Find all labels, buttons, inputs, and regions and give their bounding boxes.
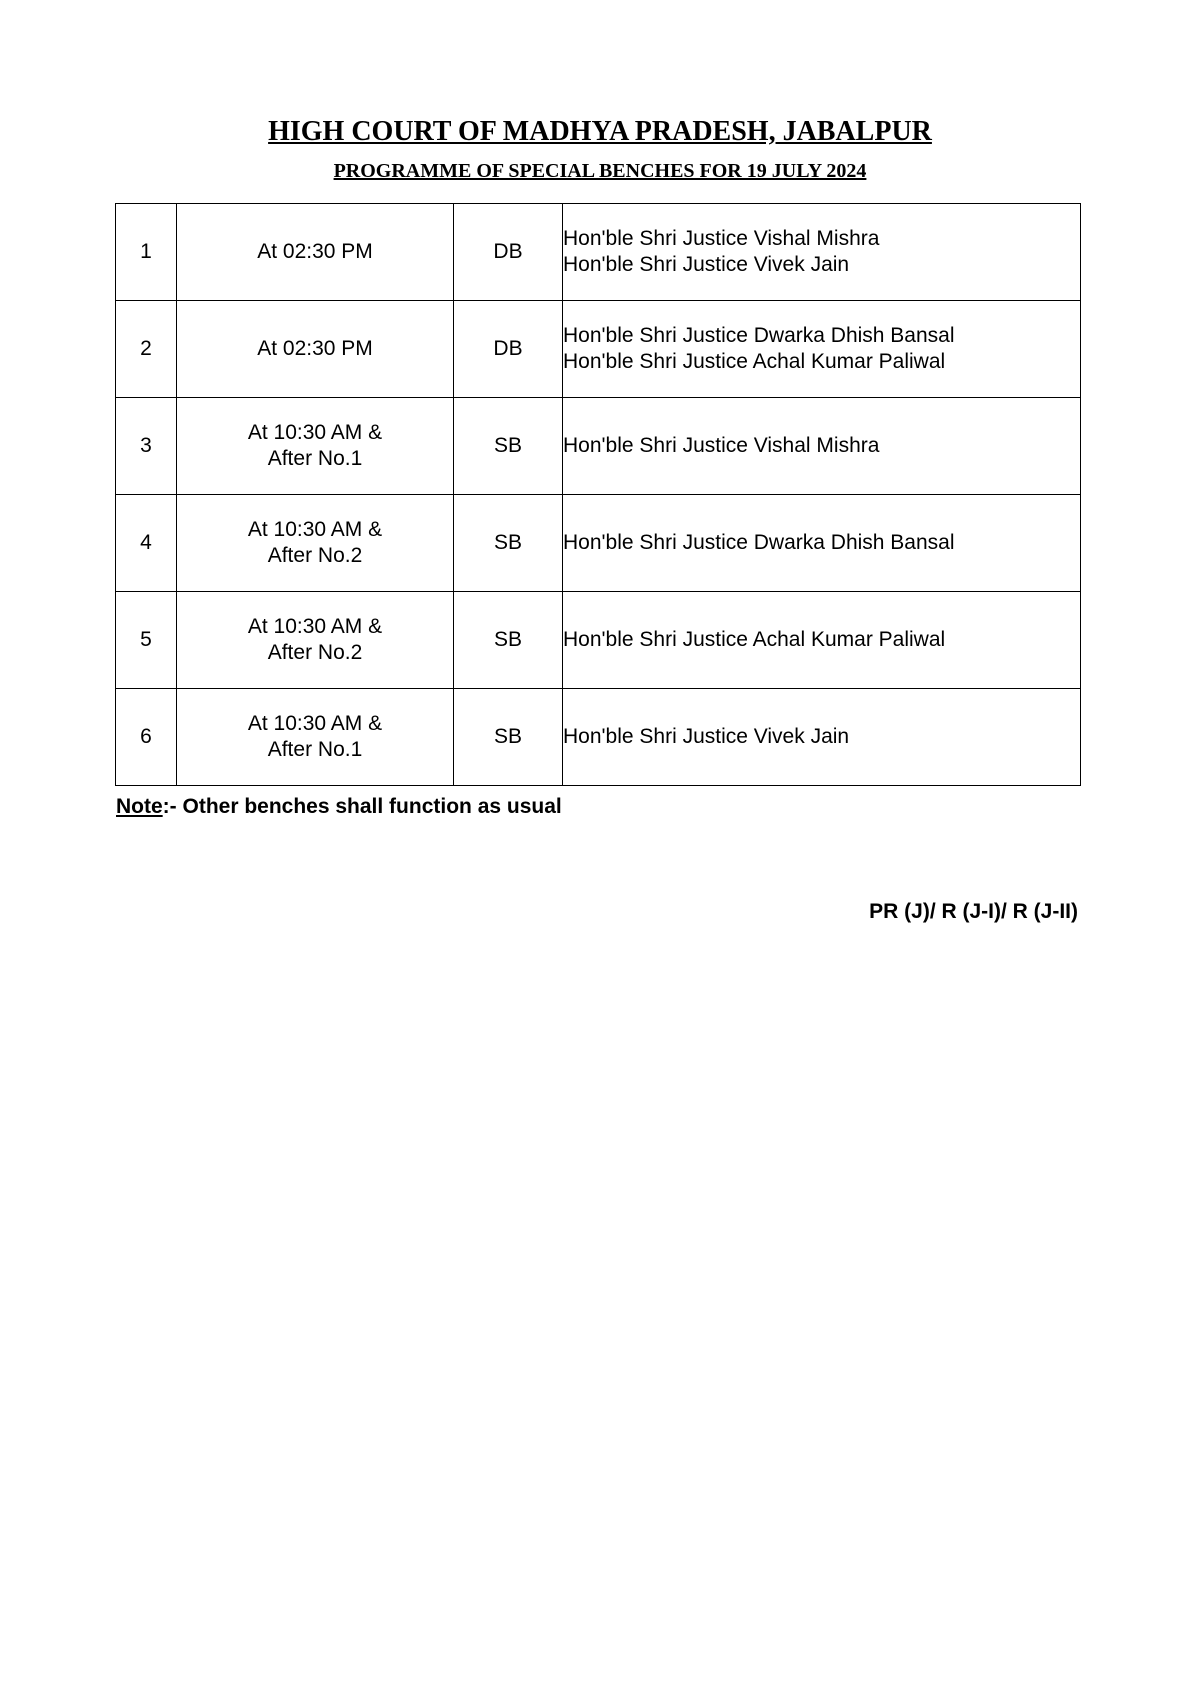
- bench-judges: [563, 301, 1081, 398]
- bench-time: [177, 495, 454, 592]
- bench-time-line: After No.1: [267, 738, 363, 761]
- bench-judges: [563, 689, 1081, 786]
- judge-name: Hon'ble Shri Justice Dwarka Dhish Bansal: [563, 324, 955, 347]
- bench-time: [177, 398, 454, 495]
- bench-time-line: After No.2: [267, 641, 363, 664]
- bench-type: SB: [454, 689, 563, 786]
- document-title: HIGH COURT OF MADHYA PRADESH, JABALPUR: [268, 116, 932, 147]
- judge-name: Hon'ble Shri Justice Dwarka Dhish Bansal: [563, 531, 955, 554]
- benches-table: [115, 203, 1081, 786]
- table-row: [116, 301, 1081, 398]
- bench-number: 3: [116, 398, 177, 495]
- bench-number: 6: [116, 689, 177, 786]
- note-label: Note: [116, 795, 163, 818]
- bench-number: 2: [116, 301, 177, 398]
- table-row: [116, 204, 1081, 301]
- bench-type: SB: [454, 398, 563, 495]
- bench-time-line: At 02:30 PM: [257, 337, 373, 360]
- judge-name: Hon'ble Shri Justice Vishal Mishra: [563, 227, 880, 250]
- bench-time-line: After No.1: [267, 447, 363, 470]
- table-row: [116, 495, 1081, 592]
- bench-judges: [563, 495, 1081, 592]
- table-row: [116, 689, 1081, 786]
- bench-time: [177, 592, 454, 689]
- bench-judges: [563, 398, 1081, 495]
- bench-time: [177, 204, 454, 301]
- bench-number: 5: [116, 592, 177, 689]
- bench-time-line: At 10:30 AM &: [247, 712, 383, 735]
- bench-type: DB: [454, 204, 563, 301]
- bench-number: 1: [116, 204, 177, 301]
- bench-number: 4: [116, 495, 177, 592]
- judge-name: Hon'ble Shri Justice Achal Kumar Paliwal: [563, 628, 946, 651]
- judge-name: Hon'ble Shri Justice Vishal Mishra: [563, 434, 880, 457]
- bench-time-line: After No.2: [267, 544, 363, 567]
- table-row: [116, 398, 1081, 495]
- judge-name: Hon'ble Shri Justice Vivek Jain: [563, 725, 850, 748]
- table-row: [116, 592, 1081, 689]
- document-subtitle: PROGRAMME OF SPECIAL BENCHES FOR 19 JULY 2024: [333, 160, 867, 182]
- benches-table-body: [116, 204, 1081, 786]
- bench-time-line: At 10:30 AM &: [247, 421, 383, 444]
- bench-time: [177, 301, 454, 398]
- bench-time-line: At 10:30 AM &: [247, 518, 383, 541]
- bench-time-line: At 02:30 PM: [257, 240, 373, 263]
- judge-name: Hon'ble Shri Justice Achal Kumar Paliwal: [563, 350, 946, 373]
- note: [116, 794, 562, 820]
- bench-type: SB: [454, 592, 563, 689]
- bench-judges: [563, 592, 1081, 689]
- note-text: :- Other benches shall function as usual: [162, 795, 562, 818]
- signoff: PR (J)/ R (J-I)/ R (J-II): [869, 900, 1078, 923]
- bench-type: SB: [454, 495, 563, 592]
- bench-time: [177, 689, 454, 786]
- bench-time-line: At 10:30 AM &: [247, 615, 383, 638]
- bench-judges: [563, 204, 1081, 301]
- judge-name: Hon'ble Shri Justice Vivek Jain: [563, 253, 850, 276]
- bench-type: DB: [454, 301, 563, 398]
